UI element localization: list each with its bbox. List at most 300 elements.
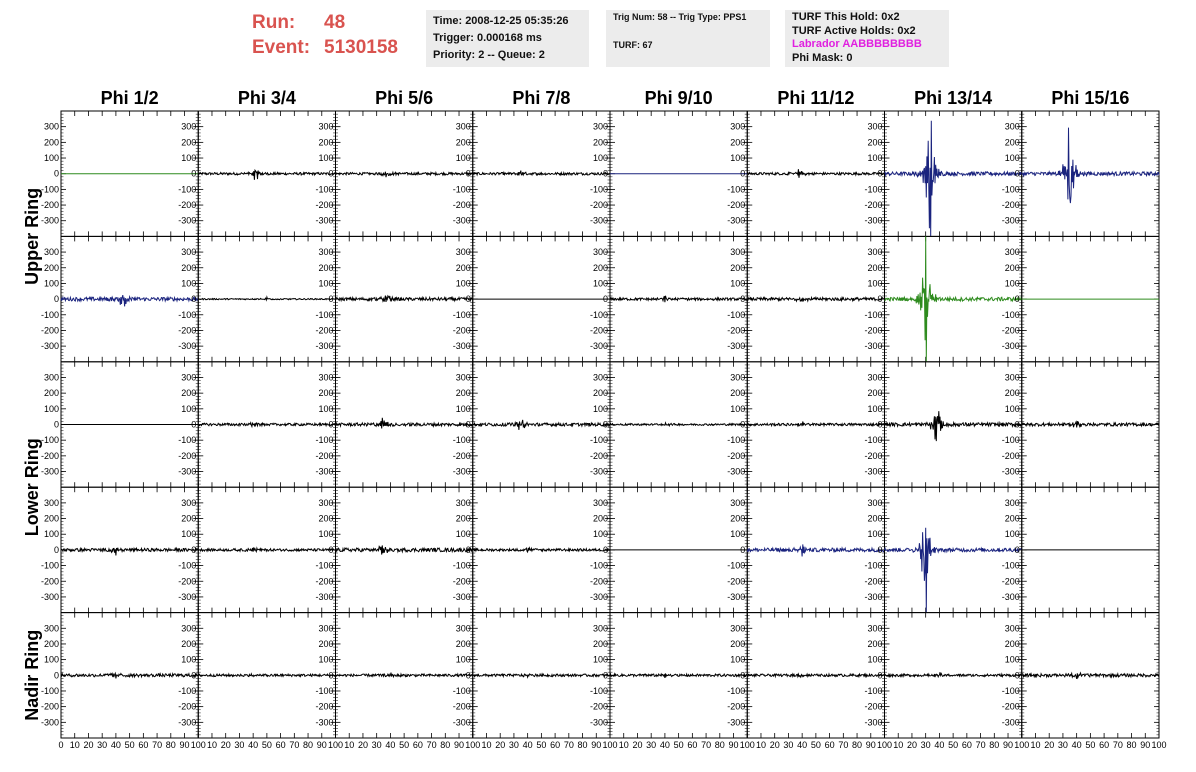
y-tick-label: -100 <box>40 560 59 571</box>
y-tick-label: 300 <box>867 497 883 508</box>
y-tick-label: -100 <box>315 309 334 320</box>
y-tick-label: 100 <box>455 278 471 289</box>
y-tick-label: 300 <box>1004 497 1020 508</box>
waveform-trace <box>198 423 335 427</box>
y-tick-label: -200 <box>178 450 197 461</box>
y-tick-label: -300 <box>40 466 59 477</box>
waveform-panel <box>315 362 472 487</box>
column-header: Phi 9/10 <box>644 88 713 108</box>
y-tick-label: -100 <box>452 560 471 571</box>
waveform-panel <box>590 111 747 236</box>
y-tick-label: 0 <box>465 544 471 555</box>
waveform-trace <box>473 674 610 677</box>
waveform-panel <box>178 236 335 361</box>
turf-active-text: TURF Active Holds: 0x2 <box>792 24 916 37</box>
waveform-panel <box>178 362 335 487</box>
y-tick-label: 300 <box>730 497 746 508</box>
waveform-panel <box>178 487 335 612</box>
y-tick-label: 0 <box>1014 168 1020 179</box>
y-tick-label: 300 <box>181 623 197 634</box>
y-tick-label: 0 <box>602 670 608 681</box>
y-tick-label: -300 <box>40 341 59 352</box>
waveform-panel <box>864 613 1021 738</box>
y-tick-label: 300 <box>455 623 471 634</box>
y-tick-label: 300 <box>43 372 59 383</box>
y-tick-label: -200 <box>452 701 471 712</box>
y-tick-label: 0 <box>328 419 334 430</box>
y-tick-label: -300 <box>178 341 197 352</box>
y-tick-label: 0 <box>328 670 334 681</box>
y-tick-label: -200 <box>589 701 608 712</box>
y-tick-label: 200 <box>318 638 334 649</box>
y-tick-label: -300 <box>315 466 334 477</box>
waveform-trace <box>198 297 335 300</box>
y-tick-label: 0 <box>740 419 746 430</box>
y-tick-label: -100 <box>1001 184 1020 195</box>
y-tick-label: 200 <box>181 388 197 399</box>
waveform-panel <box>41 111 198 236</box>
y-tick-label: 200 <box>867 137 883 148</box>
y-tick-label: 200 <box>455 638 471 649</box>
trigger-text: Trigger: 0.000168 ms <box>433 32 542 44</box>
x-tick-label: 90 <box>179 740 190 750</box>
y-tick-label: -300 <box>178 215 197 226</box>
y-tick-label: -100 <box>589 309 608 320</box>
y-tick-label: 100 <box>181 278 197 289</box>
y-tick-label: -200 <box>864 576 883 587</box>
waveform-panel <box>1002 613 1159 738</box>
y-tick-label: -100 <box>864 560 883 571</box>
y-tick-label: -200 <box>452 576 471 587</box>
y-tick-label: -100 <box>589 184 608 195</box>
y-tick-label: 0 <box>602 168 608 179</box>
waveform-trace <box>61 548 198 556</box>
column-header: Phi 5/6 <box>375 88 434 108</box>
run-value: 48 <box>324 12 346 33</box>
waveform-panel <box>727 613 884 738</box>
waveform-panel <box>453 236 610 361</box>
y-tick-label: 100 <box>1004 654 1020 665</box>
y-tick-label: 200 <box>455 513 471 524</box>
y-tick-label: 300 <box>181 121 197 132</box>
y-tick-label: 100 <box>1004 403 1020 414</box>
y-tick-label: 100 <box>43 153 59 164</box>
y-tick-label: 0 <box>740 294 746 305</box>
y-tick-label: -200 <box>40 450 59 461</box>
y-tick-label: -100 <box>864 435 883 446</box>
y-tick-label: 300 <box>43 247 59 258</box>
y-tick-label: 0 <box>740 544 746 555</box>
y-tick-label: 100 <box>181 529 197 540</box>
y-tick-label: 200 <box>730 137 746 148</box>
y-tick-label: 0 <box>602 294 608 305</box>
y-tick-label: -100 <box>589 435 608 446</box>
y-tick-label: 300 <box>43 497 59 508</box>
y-tick-label: 200 <box>1004 137 1020 148</box>
y-tick-label: -300 <box>315 717 334 728</box>
y-tick-label: 200 <box>730 638 746 649</box>
waveform-panel <box>315 613 472 738</box>
column-header: Phi 1/2 <box>100 88 159 108</box>
waveform-panel <box>41 613 198 738</box>
y-tick-label: -200 <box>452 325 471 336</box>
waveform-trace <box>1022 421 1159 427</box>
waveform-trace <box>1022 128 1159 204</box>
y-tick-label: -300 <box>727 591 746 602</box>
waveform-panel <box>41 487 198 612</box>
y-tick-label: -100 <box>727 184 746 195</box>
y-tick-label: 200 <box>318 388 334 399</box>
y-tick-label: -200 <box>178 701 197 712</box>
column-header: Phi 7/8 <box>512 88 571 108</box>
waveform-panel <box>453 111 610 236</box>
y-tick-label: -200 <box>589 450 608 461</box>
waveform-panel <box>864 487 1021 612</box>
y-tick-label: 100 <box>867 529 883 540</box>
y-tick-label: 100 <box>867 654 883 665</box>
y-tick-label: 300 <box>867 121 883 132</box>
y-tick-label: -300 <box>589 717 608 728</box>
y-tick-label: 0 <box>191 294 197 305</box>
y-tick-label: 300 <box>318 497 334 508</box>
waveform-trace <box>336 418 473 429</box>
x-tick-label: 50 <box>124 740 135 750</box>
y-tick-label: -300 <box>315 341 334 352</box>
y-tick-label: -300 <box>864 591 883 602</box>
y-tick-label: 200 <box>867 638 883 649</box>
waveform-panel <box>1002 111 1159 236</box>
y-tick-label: -100 <box>178 560 197 571</box>
y-tick-label: -100 <box>315 184 334 195</box>
y-tick-label: 100 <box>592 153 608 164</box>
y-tick-label: -100 <box>40 184 59 195</box>
y-tick-label: 300 <box>592 497 608 508</box>
y-tick-label: 0 <box>328 294 334 305</box>
y-tick-label: 0 <box>191 168 197 179</box>
y-tick-label: -200 <box>315 450 334 461</box>
y-tick-label: 200 <box>43 388 59 399</box>
y-tick-label: 0 <box>53 419 59 430</box>
y-tick-label: 200 <box>730 388 746 399</box>
turf-hold-text: TURF This Hold: 0x2 <box>792 11 900 23</box>
y-tick-label: 0 <box>53 294 59 305</box>
y-tick-label: 200 <box>592 513 608 524</box>
y-tick-label: 200 <box>592 388 608 399</box>
y-tick-label: -200 <box>452 450 471 461</box>
waveform-trace <box>473 548 610 552</box>
y-tick-label: 0 <box>877 168 883 179</box>
priority-text: Priority: 2 -- Queue: 2 <box>433 49 545 61</box>
y-tick-label: 200 <box>181 262 197 273</box>
y-tick-label: 200 <box>455 137 471 148</box>
y-tick-label: 0 <box>877 670 883 681</box>
y-tick-label: 200 <box>730 513 746 524</box>
y-tick-label: 100 <box>730 278 746 289</box>
waveform-panel <box>315 487 472 612</box>
x-tick-label: 70 <box>152 740 163 750</box>
y-tick-label: -100 <box>1001 435 1020 446</box>
y-tick-label: -100 <box>1001 560 1020 571</box>
y-tick-label: 0 <box>877 294 883 305</box>
y-tick-label: -100 <box>864 309 883 320</box>
waveform-trace <box>885 672 1022 677</box>
y-tick-label: -200 <box>1001 200 1020 211</box>
y-tick-label: -200 <box>1001 701 1020 712</box>
y-tick-label: 0 <box>1014 419 1020 430</box>
y-tick-label: -100 <box>727 560 746 571</box>
y-tick-label: 200 <box>1004 262 1020 273</box>
y-tick-label: -200 <box>589 200 608 211</box>
y-tick-label: -200 <box>727 701 746 712</box>
y-tick-label: -300 <box>452 717 471 728</box>
waveform-panel <box>178 613 335 738</box>
waveform-panel <box>727 362 884 487</box>
y-tick-label: 300 <box>455 372 471 383</box>
y-tick-label: -200 <box>589 325 608 336</box>
waveform-panel <box>315 111 472 236</box>
y-tick-label: -100 <box>178 685 197 696</box>
y-tick-label: 100 <box>592 529 608 540</box>
y-tick-label: -200 <box>40 200 59 211</box>
y-tick-label: -200 <box>1001 576 1020 587</box>
y-tick-label: 100 <box>318 278 334 289</box>
waveform-trace <box>747 674 884 677</box>
waveform-trace <box>747 544 884 556</box>
y-tick-label: 200 <box>592 262 608 273</box>
x-tick-label: 40 <box>110 740 121 750</box>
waveform-trace <box>336 545 473 554</box>
y-tick-label: -300 <box>178 466 197 477</box>
y-tick-label: -100 <box>1001 309 1020 320</box>
y-tick-label: -200 <box>864 325 883 336</box>
y-tick-label: -100 <box>315 685 334 696</box>
y-tick-label: 100 <box>455 529 471 540</box>
y-tick-label: -300 <box>1001 341 1020 352</box>
column-header: Phi 15/16 <box>1051 88 1130 108</box>
waveform-panel <box>864 111 1021 236</box>
waveform-panel <box>453 362 610 487</box>
event-label: Event: <box>252 37 311 58</box>
y-tick-label: -100 <box>40 309 59 320</box>
y-tick-label: 200 <box>1004 388 1020 399</box>
y-tick-label: -300 <box>864 341 883 352</box>
y-tick-label: 0 <box>877 419 883 430</box>
y-tick-label: 100 <box>730 529 746 540</box>
y-tick-label: 300 <box>455 121 471 132</box>
y-tick-label: -200 <box>727 576 746 587</box>
column-header: Phi 13/14 <box>914 88 993 108</box>
y-tick-label: 100 <box>1004 153 1020 164</box>
waveform-trace <box>473 420 610 430</box>
waveform-trace <box>61 295 198 306</box>
y-tick-label: -200 <box>40 576 59 587</box>
y-tick-label: 300 <box>43 121 59 132</box>
x-tick-label: 30 <box>97 740 108 750</box>
y-tick-label: 200 <box>318 137 334 148</box>
y-tick-label: 0 <box>1014 294 1020 305</box>
y-tick-label: 100 <box>455 403 471 414</box>
y-tick-label: 100 <box>43 654 59 665</box>
waveform-trace <box>198 170 335 180</box>
y-tick-label: 100 <box>318 153 334 164</box>
y-tick-label: 0 <box>465 670 471 681</box>
y-tick-label: 300 <box>592 623 608 634</box>
y-tick-label: 300 <box>730 372 746 383</box>
event-value: 5130158 <box>324 37 398 58</box>
y-tick-label: -100 <box>452 685 471 696</box>
y-tick-label: 200 <box>181 638 197 649</box>
y-tick-label: -200 <box>1001 325 1020 336</box>
y-tick-label: 0 <box>1014 544 1020 555</box>
waveform-trace <box>336 673 473 677</box>
waveform-panel <box>590 236 747 361</box>
y-tick-label: 300 <box>455 497 471 508</box>
y-tick-label: -100 <box>315 435 334 446</box>
y-tick-label: -300 <box>1001 215 1020 226</box>
y-tick-label: -100 <box>727 435 746 446</box>
y-tick-label: 0 <box>602 544 608 555</box>
y-tick-label: -300 <box>1001 717 1020 728</box>
y-tick-label: -300 <box>1001 591 1020 602</box>
y-tick-label: 200 <box>43 262 59 273</box>
y-tick-label: -100 <box>452 184 471 195</box>
y-tick-label: -300 <box>452 591 471 602</box>
y-tick-label: 200 <box>1004 513 1020 524</box>
run-label: Run: <box>252 12 296 33</box>
y-tick-label: -300 <box>864 215 883 226</box>
y-tick-label: 300 <box>318 372 334 383</box>
y-tick-label: 0 <box>465 419 471 430</box>
y-tick-label: 100 <box>43 278 59 289</box>
waveform-panel <box>453 613 610 738</box>
y-tick-label: 100 <box>592 654 608 665</box>
column-header: Phi 11/12 <box>777 88 855 108</box>
y-tick-label: 0 <box>740 670 746 681</box>
y-tick-label: 100 <box>592 403 608 414</box>
y-tick-label: -200 <box>727 450 746 461</box>
column-header: Phi 3/4 <box>237 88 296 108</box>
y-tick-label: -300 <box>727 717 746 728</box>
y-tick-label: 300 <box>730 121 746 132</box>
y-tick-label: 300 <box>592 372 608 383</box>
y-tick-label: 200 <box>867 388 883 399</box>
ring-label: Nadir Ring <box>22 629 42 721</box>
y-tick-label: -200 <box>178 325 197 336</box>
y-tick-label: 0 <box>53 544 59 555</box>
y-tick-label: -200 <box>178 200 197 211</box>
y-tick-label: 300 <box>1004 247 1020 258</box>
waveform-panel <box>41 362 198 487</box>
y-tick-label: -100 <box>727 685 746 696</box>
y-tick-label: -300 <box>1001 466 1020 477</box>
y-tick-label: 100 <box>455 654 471 665</box>
y-tick-label: -300 <box>864 717 883 728</box>
y-tick-label: 300 <box>592 121 608 132</box>
waveform-panel <box>1002 362 1159 487</box>
y-tick-label: -200 <box>589 576 608 587</box>
turf-text: TURF: 67 <box>613 40 653 50</box>
y-tick-label: -100 <box>727 309 746 320</box>
y-tick-label: -200 <box>727 325 746 336</box>
y-tick-label: 300 <box>730 247 746 258</box>
waveform-panel <box>864 362 1021 487</box>
y-tick-label: -300 <box>315 215 334 226</box>
y-tick-label: 100 <box>181 654 197 665</box>
y-tick-label: 200 <box>867 262 883 273</box>
y-tick-label: 100 <box>455 153 471 164</box>
y-tick-label: 100 <box>730 153 746 164</box>
y-tick-label: 300 <box>455 247 471 258</box>
trig-num-text: Trig Num: 58 -- Trig Type: PPS1 <box>613 12 747 22</box>
y-tick-label: 300 <box>318 623 334 634</box>
y-tick-label: -300 <box>315 591 334 602</box>
y-tick-label: 300 <box>181 247 197 258</box>
y-tick-label: 0 <box>1014 670 1020 681</box>
y-tick-label: 0 <box>877 544 883 555</box>
y-tick-label: -200 <box>864 701 883 712</box>
y-tick-label: 300 <box>867 247 883 258</box>
y-tick-label: -300 <box>727 215 746 226</box>
y-tick-label: -100 <box>40 685 59 696</box>
y-tick-label: 0 <box>465 294 471 305</box>
waveform-trace <box>747 298 884 302</box>
y-tick-label: -300 <box>727 341 746 352</box>
waveform-panel <box>1002 487 1159 612</box>
y-tick-label: 0 <box>191 544 197 555</box>
y-tick-label: -300 <box>452 215 471 226</box>
y-tick-label: 100 <box>1004 278 1020 289</box>
y-tick-label: -100 <box>589 685 608 696</box>
y-tick-label: 200 <box>318 262 334 273</box>
y-tick-label: -100 <box>178 435 197 446</box>
y-tick-label: -200 <box>1001 450 1020 461</box>
y-tick-label: 100 <box>592 278 608 289</box>
y-tick-label: 200 <box>1004 638 1020 649</box>
y-tick-label: 200 <box>181 513 197 524</box>
y-tick-label: -200 <box>864 450 883 461</box>
y-tick-label: 200 <box>592 137 608 148</box>
y-tick-label: 200 <box>43 638 59 649</box>
x-tick-label: 80 <box>165 740 176 750</box>
y-tick-label: -200 <box>315 576 334 587</box>
y-tick-label: -300 <box>452 341 471 352</box>
waveform-trace <box>747 421 884 426</box>
y-tick-label: 300 <box>730 623 746 634</box>
y-tick-label: -300 <box>40 591 59 602</box>
y-tick-label: 100 <box>318 529 334 540</box>
waveform-trace <box>198 674 335 677</box>
y-tick-label: -100 <box>589 560 608 571</box>
y-tick-label: 0 <box>602 419 608 430</box>
y-tick-label: 200 <box>43 513 59 524</box>
y-tick-label: 100 <box>1004 529 1020 540</box>
y-tick-label: 300 <box>181 372 197 383</box>
y-tick-label: 0 <box>53 670 59 681</box>
y-tick-label: 100 <box>318 403 334 414</box>
x-tick-label: 10 <box>69 740 80 750</box>
y-tick-label: 100 <box>730 403 746 414</box>
x-tick-label: 20 <box>83 740 94 750</box>
ring-label: Upper Ring <box>22 187 42 285</box>
waveform-panel <box>315 236 472 361</box>
waveform-panel <box>590 362 747 487</box>
y-tick-label: -300 <box>864 466 883 477</box>
y-tick-label: 300 <box>1004 121 1020 132</box>
waveform-trace <box>336 172 473 178</box>
waveform-trace <box>610 294 747 305</box>
y-tick-label: 100 <box>867 153 883 164</box>
waveform-trace <box>610 674 747 678</box>
